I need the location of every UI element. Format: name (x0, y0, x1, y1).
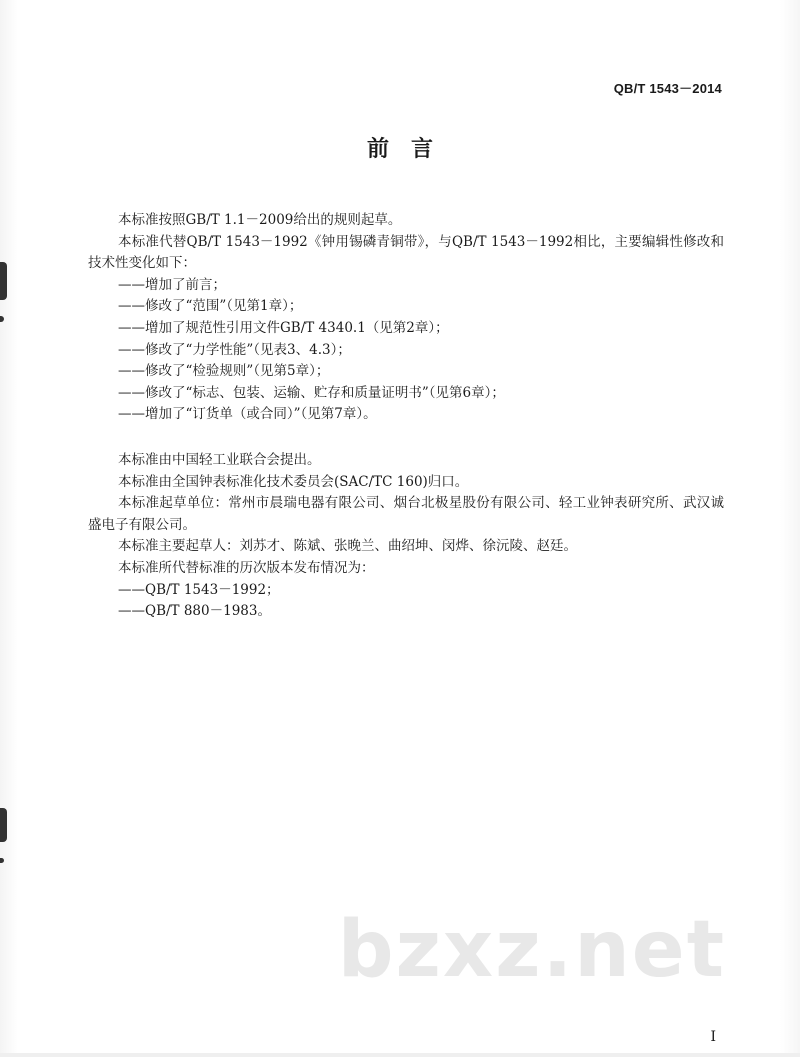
standard-code: QB/T 1543－2014 (613, 81, 722, 96)
info-paragraph: 本标准由中国轻工业联合会提出。 (118, 451, 321, 468)
info-paragraph: 本标准所代替标准的历次版本发布情况为： (118, 559, 375, 576)
page-number: I (710, 1029, 716, 1045)
history-item: ——QB/T 880－1983。 (118, 603, 271, 620)
change-item: ——增加了规范性引用文件GB/T 4340.1（见第2章）； (118, 319, 449, 336)
change-item: ——增加了“订货单（或合同）”（见第7章）。 (118, 406, 377, 423)
scan-edge-mark (0, 858, 4, 863)
info-paragraph: 本标准起草单位：常州市晨瑞电器有限公司、烟台北极星股份有限公司、轻工业钟表研究所、武汉诚盛电子有限公司。 (88, 495, 724, 533)
info-paragraph: 本标准由全国钟表标准化技术委员会(SAC/TC 160)归口。 (118, 473, 469, 490)
page-bottom-edge (0, 1053, 800, 1057)
page-title: 前言 (366, 137, 455, 162)
section-gap (88, 426, 724, 450)
body-text (88, 210, 724, 623)
scan-edge-mark (0, 262, 7, 300)
change-item: ——增加了前言； (118, 276, 226, 293)
scan-edge-mark (0, 316, 4, 322)
change-item: ——修改了“力学性能”（见表3、4.3）； (118, 341, 351, 358)
watermark: bzxz.net (337, 905, 726, 995)
paragraph: 本标准按照GB/T 1.1－2009给出的规则起草。 (118, 212, 402, 228)
paragraph: 本标准代替QB/T 1543－1992《钟用锡磷青铜带》，与QB/T 1543－1992相比，主要编辑性修改和技术性变化如下： (88, 233, 724, 272)
info-paragraph: 本标准主要起草人：刘苏才、陈斌、张晚兰、曲绍坤、闵烨、徐沅陵、赵廷。 (118, 538, 577, 555)
change-item: ——修改了“范围”（见第1章）； (118, 298, 303, 315)
scan-edge-mark (0, 808, 7, 842)
change-item: ——修改了“检验规则”（见第5章）； (118, 363, 330, 380)
history-item: ——QB/T 1543－1992； (118, 581, 280, 598)
change-item: ——修改了“标志、包装、运输、贮存和质量证明书”（见第6章）； (118, 384, 505, 401)
